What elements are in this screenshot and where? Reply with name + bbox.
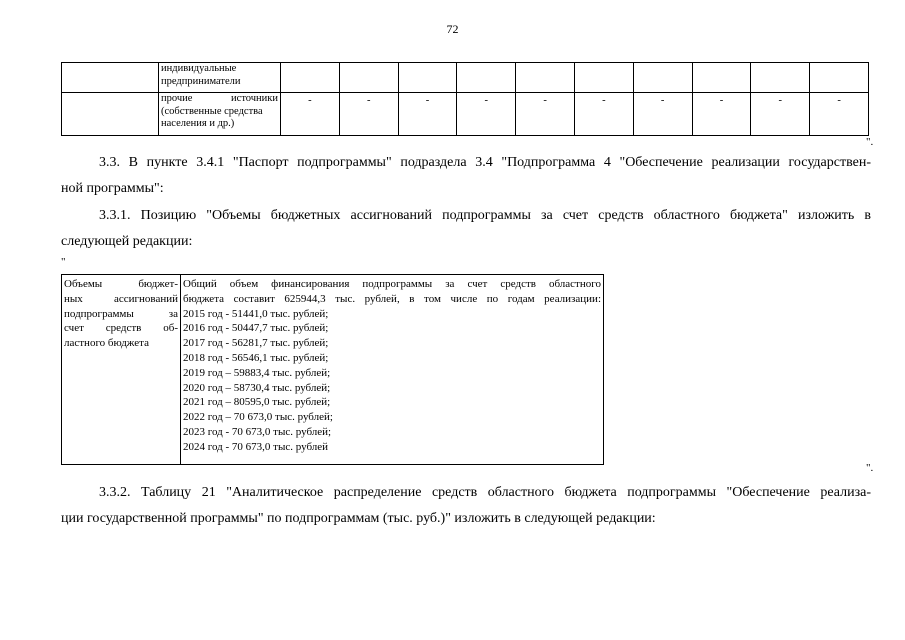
table-cell [62,63,159,93]
table-cell: - [751,93,810,136]
closing-quote: ". [866,136,874,148]
page-number: 72 [446,22,459,36]
year-amount: 2022 год – 70 673,0 тыс. рублей; [183,411,333,424]
table-cell: - [692,93,751,136]
table-cell: - [398,93,457,136]
closing-quote: ". [866,462,874,474]
row-label-entrepreneurs: индивидуальные предприниматели [159,63,281,93]
table-cell: - [281,93,340,136]
table-cell: - [574,93,633,136]
paragraph-3-3: 3.3. В пункте 3.4.1 "Паспорт подпрограммы" подраздела 3.4 "Подпрограмма 4 "Обеспечение реализации государствен- ной программы": [61,155,871,196]
paragraph-3-3-2: 3.3.2. Таблицу 21 "Аналитическое распределение средств областного бюджета подпрограммы "Обеспечение реализа- ции государственной программы" по подпрограммам (тыс. руб.)" изложить в следующей редакции: [61,485,871,526]
year-amount: 2016 год - 50447,7 тыс. рублей; [183,322,329,335]
table-cell: - [339,93,398,136]
year-amount: 2015 год - 51441,0 тыс. рублей; [183,307,329,320]
row-label-other-sources: прочие источники (собственные средства населения и др.) [159,93,281,136]
table-row [62,63,869,93]
year-amount: 2017 год - 56281,7 тыс. рублей; [183,337,329,350]
table-row [62,93,869,136]
paragraph-3-3-1: 3.3.1. Позицию "Объемы бюджетных ассигнований подпрограммы за счет средств областного бюджета" изложить в следующей редакции: [61,208,871,249]
year-amount: 2024 год - 70 673,0 тыс. рублей [183,440,329,453]
budget-values-cell: Общий объем финансирования подпрограммы за счет средств областного бюджета составит 625944,3 тыс. рублей, в том числе по годам реализации: 2015 год - 51441,0 тыс. рублей; 2016 год - 50447,7 тыс. рублей; 2017 год - 56281,7 тыс. рублей; 2018 год - 56546,1 тыс. рублей; 2019 год – 59883,4 тыс. рублей; 2020 год – 58730,4 тыс. рублей; 2021 год – 80595,0 тыс. рублей; 2022 год – 70 673,0 тыс. рублей; 2023 год - 70 673,0 тыс. рублей; 2024 год - 70 673,0 тыс. рублей [181,275,604,465]
year-amount: 2020 год – 58730,4 тыс. рублей; [183,381,331,394]
year-amount: 2021 год – 80595,0 тыс. рублей; [183,396,331,409]
year-amount: 2023 год - 70 673,0 тыс. рублей; [183,425,332,438]
table-cell [62,93,159,136]
top-table [61,62,869,136]
table-cell: - [457,93,516,136]
year-amount: 2019 год – 59883,4 тыс. рублей; [183,366,331,379]
table-cell: - [633,93,692,136]
table-cell: - [516,93,575,136]
budget-table [61,274,604,465]
opening-quote: " [61,256,66,268]
year-amount: 2018 год - 56546,1 тыс. рублей; [183,351,329,364]
table-row [62,275,604,465]
budget-label-cell: Объемы бюджет- ных ассигнований подпрограммы за счет средств об- ластного бюджета [62,275,181,465]
table-cell: - [810,93,869,136]
